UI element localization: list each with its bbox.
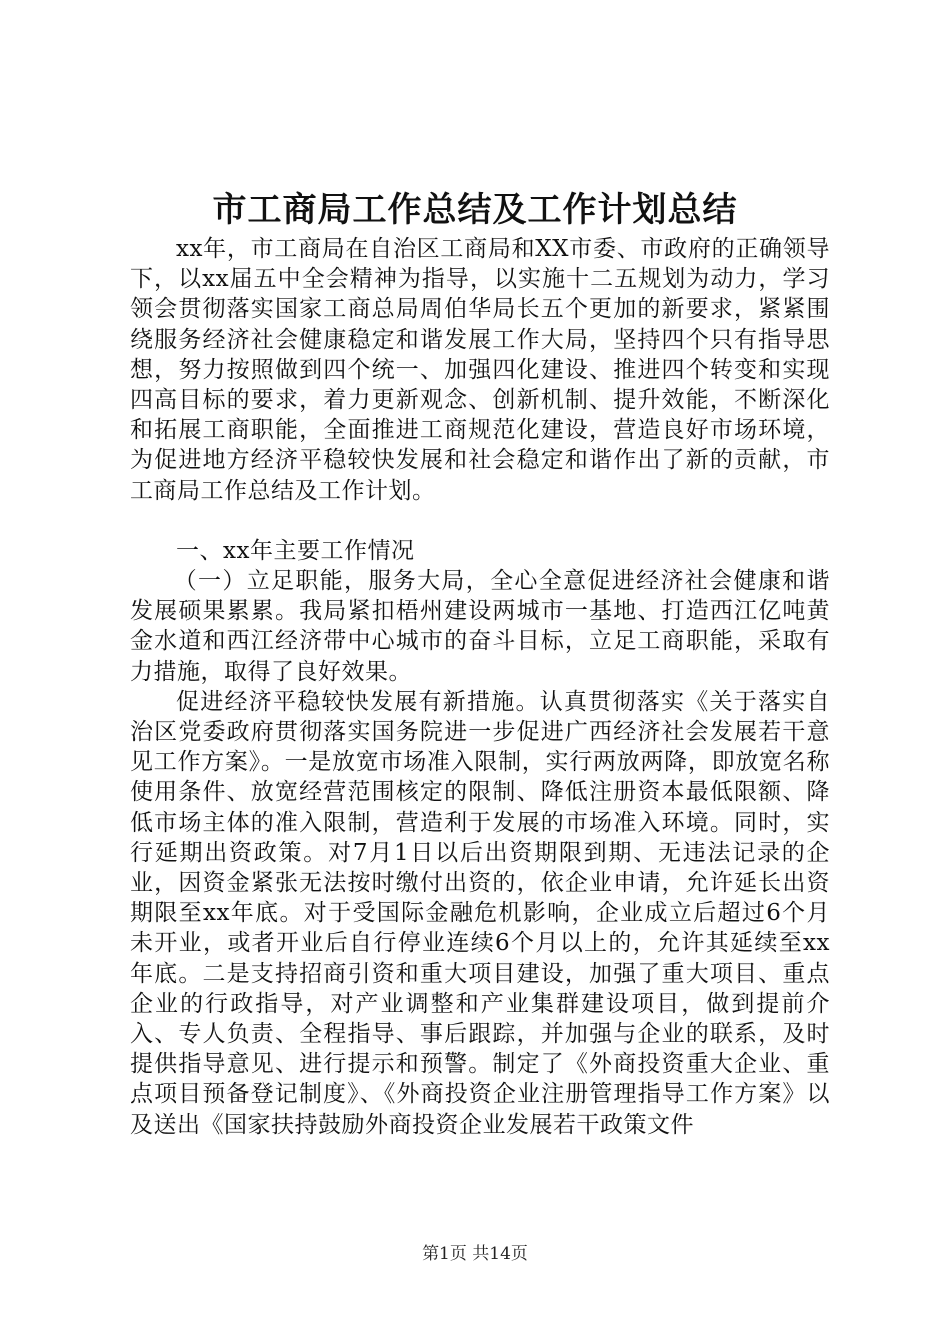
page-number: 第1页 共14页 (422, 1244, 528, 1264)
intro-paragraph: xx年，市工商局在自治区工商局和XX市委、市政府的正确领导下，以xx届五中全会精神为指导，以实施十二五规划为动力，学习领会贯彻落实国家工商总局周伯华局长五个更加的新要求，紧紧围绕服务经济社会健康稳定和谐发展工作大局，坚持四个只有指导思想，努力按照做到四个统一、加强四化建设、推进四个转变和实现四高目标的要求，着力更新观念、创新机制、提升效能，不断深化和拓展工商职能，全面推进工商规范化建设，营造良好市场环境，为促进地方经济平稳较快发展和社会稳定和谐作出了新的贡献，市工商局工作总结及工作计划。 (130, 236, 830, 504)
subsection-paragraph: （一）立足职能，服务大局，全心全意促进经济社会健康和谐发展硕果累累。我局紧扣梧州建设两城市一基地、打造西江亿吨黄金水道和西江经济带中心城市的奋斗目标，立足工商职能，采取有力措施，取得了良好效果。 (130, 568, 830, 685)
section-heading: 一、xx年主要工作情况 (176, 537, 415, 564)
document-title: 市工商局工作总结及工作计划总结 (212, 190, 738, 230)
measures-paragraph: 促进经济平稳较快发展有新措施。认真贯彻落实《关于落实自治区党委政府贯彻落实国务院进一步促进广西经济社会发展若干意见工作方案》。一是放宽市场准入限制，实行两放两降，即放宽名称使用条件、放宽经营范围核定的限制、降低注册资本最低限额、降低市场主体的准入限制，营造利于发展的市场准入环境。同时，实行延期出资政策。对7月1日以后出资期限到期、无违法记录的企业，因资金紧张无法按时缴付出资的，依企业申请，允许延长出资期限至xx年底。对于受国际金融危机影响，企业成立后超过6个月未开业，或者开业后自行停业连续6个月以上的，允许其延续至xx年底。二是支持招商引资和重大项目建设，加强了重大项目、重点企业的行政指导，对产业调整和产业集群建设项目，做到提前介入、专人负责、全程指导、事后跟踪，并加强与企业的联系，及时提供指导意见、进行提示和预警。制定了《外商投资重大企业、重点项目预备登记制度》、《外商投资企业注册管理指导工作方案》以及送出《国家扶持鼓励外商投资企业发展若干政策文件 (130, 688, 830, 1138)
document-body (130, 234, 830, 1140)
